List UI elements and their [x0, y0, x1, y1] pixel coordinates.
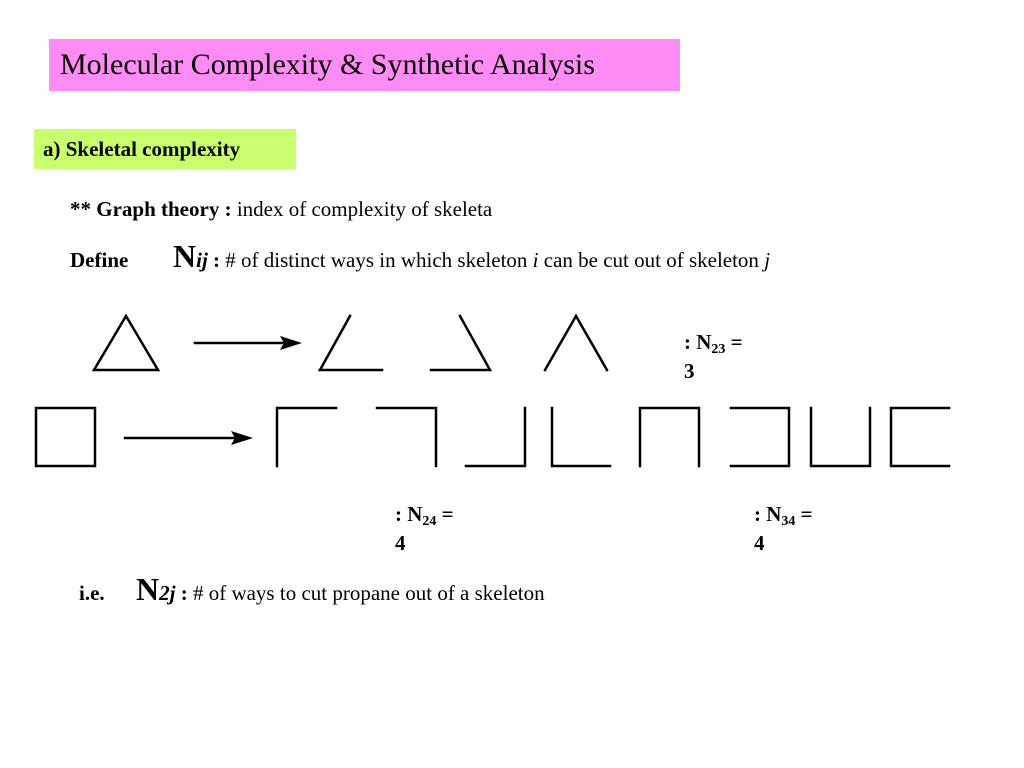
- ie-symbol: N: [136, 571, 160, 607]
- define-label: Define: [70, 248, 129, 272]
- n24-value: 4: [395, 531, 406, 555]
- ie-colon: :: [175, 581, 193, 605]
- define-colon: :: [207, 248, 226, 272]
- square-cut-2: [377, 408, 436, 466]
- result-n24: [395, 500, 454, 558]
- n34-value: 4: [754, 531, 765, 555]
- define-text-a: # of distinct ways in which skeleton: [225, 248, 533, 272]
- ie-text: # of ways to cut propane out of a skeleton: [192, 581, 545, 605]
- square-cut-5: [640, 408, 699, 466]
- define-subscript: ij: [196, 248, 208, 272]
- graph-theory-prefix: **: [70, 197, 97, 221]
- square-cut-7: [811, 408, 870, 466]
- ie-line: [136, 571, 545, 608]
- square-cut-3: [466, 408, 525, 466]
- define-text-b: can be cut out of skeleton: [538, 248, 765, 272]
- n34-eq: =: [795, 502, 813, 526]
- n23-prefix: : N: [684, 330, 712, 354]
- n34-sub: 34: [781, 514, 796, 529]
- square-cut-6: [731, 408, 789, 466]
- n34-prefix: : N: [754, 502, 782, 526]
- result-n23: [684, 328, 743, 386]
- n23-value: 3: [684, 359, 695, 383]
- ie-label: i.e.: [79, 581, 105, 605]
- square-cut-4: [552, 408, 610, 466]
- square-cut-8: [891, 408, 949, 466]
- n24-sub: 24: [422, 514, 437, 529]
- n23-sub: 23: [711, 342, 726, 357]
- triangle-skeleton: [94, 316, 158, 370]
- result-n34: [754, 500, 813, 558]
- graph-theory-text: index of complexity of skeleta: [231, 197, 493, 221]
- propane-cut-3: [545, 316, 607, 370]
- n24-eq: =: [436, 502, 454, 526]
- ie-subscript: 2j: [159, 581, 176, 605]
- propane-cut-2: [431, 316, 490, 370]
- page-title: Molecular Complexity & Synthetic Analysis: [49, 39, 680, 91]
- graph-theory-label: Graph theory :: [96, 197, 232, 221]
- n23-eq: =: [725, 330, 743, 354]
- define-symbol: N: [173, 238, 197, 274]
- define-var-j: j: [764, 248, 771, 272]
- n24-prefix: : N: [395, 502, 423, 526]
- define-var-i: i: [532, 248, 539, 272]
- square-skeleton: [36, 408, 95, 466]
- section-heading: a) Skeletal complexity: [34, 129, 296, 169]
- square-cut-1: [277, 408, 336, 466]
- propane-cut-1: [320, 316, 382, 370]
